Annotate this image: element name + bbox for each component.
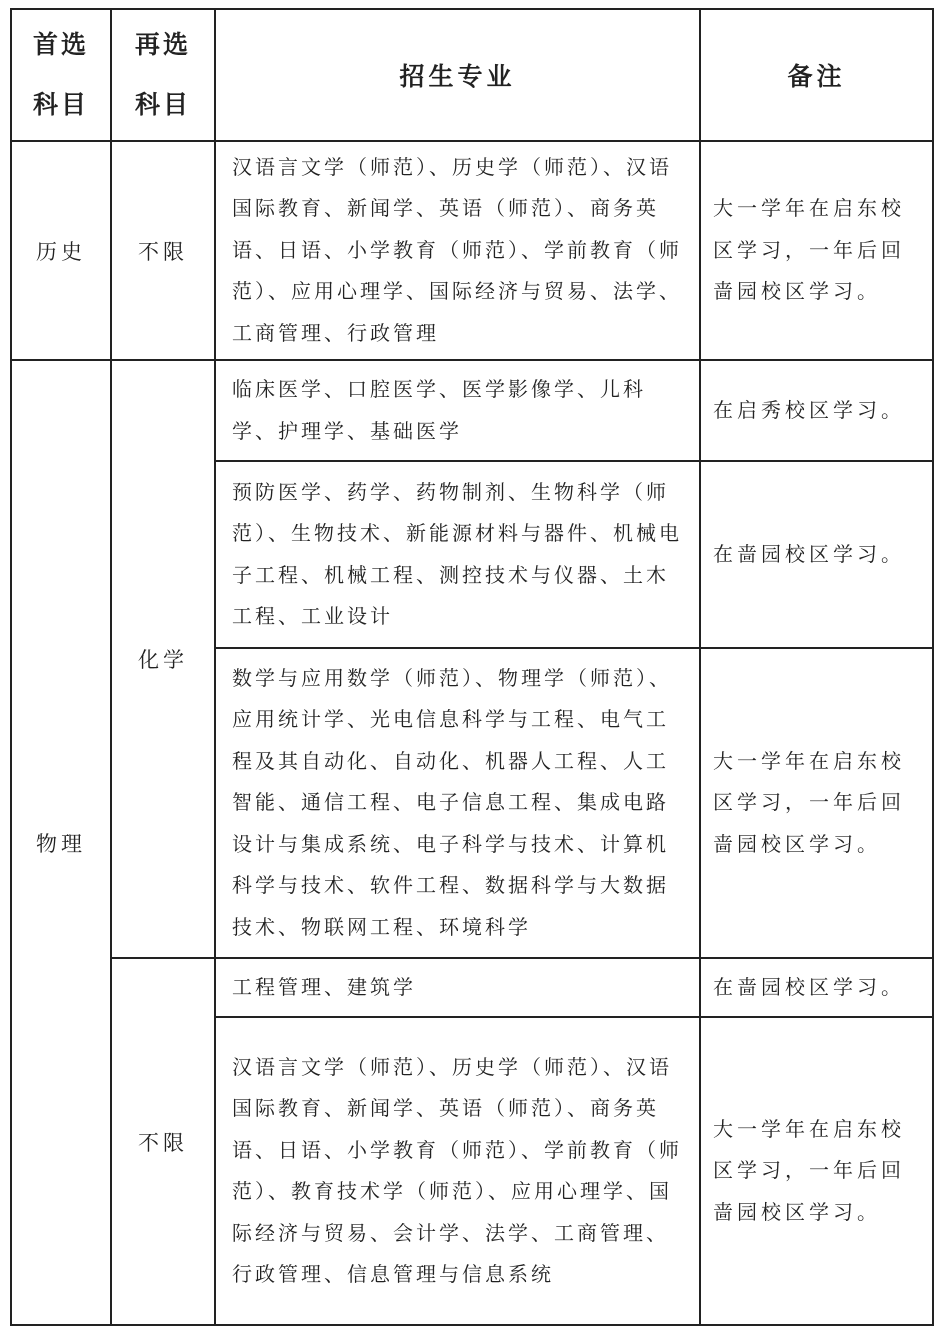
majors-cell: 工程管理、建筑学 [215, 958, 700, 1017]
first-subject-cell: 历史 [11, 141, 111, 360]
header-majors: 招生专业 [215, 9, 700, 141]
header-row [11, 9, 933, 141]
majors-cell: 汉语言文学（师范）、历史学（师范）、汉语国际教育、新闻学、英语（师范）、商务英语、日语、小学教育（师范）、学前教育（师范）、应用心理学、国际经济与贸易、法学、工商管理、行政管理 [215, 141, 700, 360]
note-cell: 大一学年在启东校区学习，一年后回啬园校区学习。 [700, 141, 933, 360]
table-row [11, 958, 933, 1017]
note-cell: 在啬园校区学习。 [700, 461, 933, 648]
first-subject-cell: 物理 [11, 360, 111, 1325]
header-first-subject [11, 9, 111, 141]
majors-cell: 汉语言文学（师范）、历史学（师范）、汉语国际教育、新闻学、英语（师范）、商务英语、日语、小学教育（师范）、学前教育（师范）、教育技术学（师范）、应用心理学、国际经济与贸易、会计学、法学、工商管理、行政管理、信息管理与信息系统 [215, 1017, 700, 1325]
header-second-subject [111, 9, 215, 141]
second-subject-cell: 不限 [111, 141, 215, 360]
second-subject-cell: 化学 [111, 360, 215, 958]
admission-table [10, 8, 934, 1326]
majors-cell: 临床医学、口腔医学、医学影像学、儿科学、护理学、基础医学 [215, 360, 700, 461]
majors-cell: 预防医学、药学、药物制剂、生物科学（师范）、生物技术、新能源材料与器件、机械电子工程、机械工程、测控技术与仪器、土木工程、工业设计 [215, 461, 700, 648]
header-second-subject-line1: 再选 [134, 30, 191, 59]
table-row [11, 360, 933, 461]
second-subject-cell: 不限 [111, 958, 215, 1325]
header-first-subject-line1: 首选 [32, 30, 89, 59]
majors-cell: 数学与应用数学（师范）、物理学（师范）、应用统计学、光电信息科学与工程、电气工程及其自动化、自动化、机器人工程、人工智能、通信工程、电子信息工程、集成电路设计与集成系统、电子科学与技术、计算机科学与技术、软件工程、数据科学与大数据技术、物联网工程、环境科学 [215, 648, 700, 958]
note-cell: 在启秀校区学习。 [700, 360, 933, 461]
header-second-subject-line2: 科目 [134, 90, 191, 119]
note-cell: 大一学年在启东校区学习，一年后回啬园校区学习。 [700, 648, 933, 958]
note-cell: 大一学年在启东校区学习，一年后回啬园校区学习。 [700, 1017, 933, 1325]
header-first-subject-line2: 科目 [32, 90, 89, 119]
note-cell: 在啬园校区学习。 [700, 958, 933, 1017]
header-notes: 备注 [700, 9, 933, 141]
table-row [11, 141, 933, 360]
